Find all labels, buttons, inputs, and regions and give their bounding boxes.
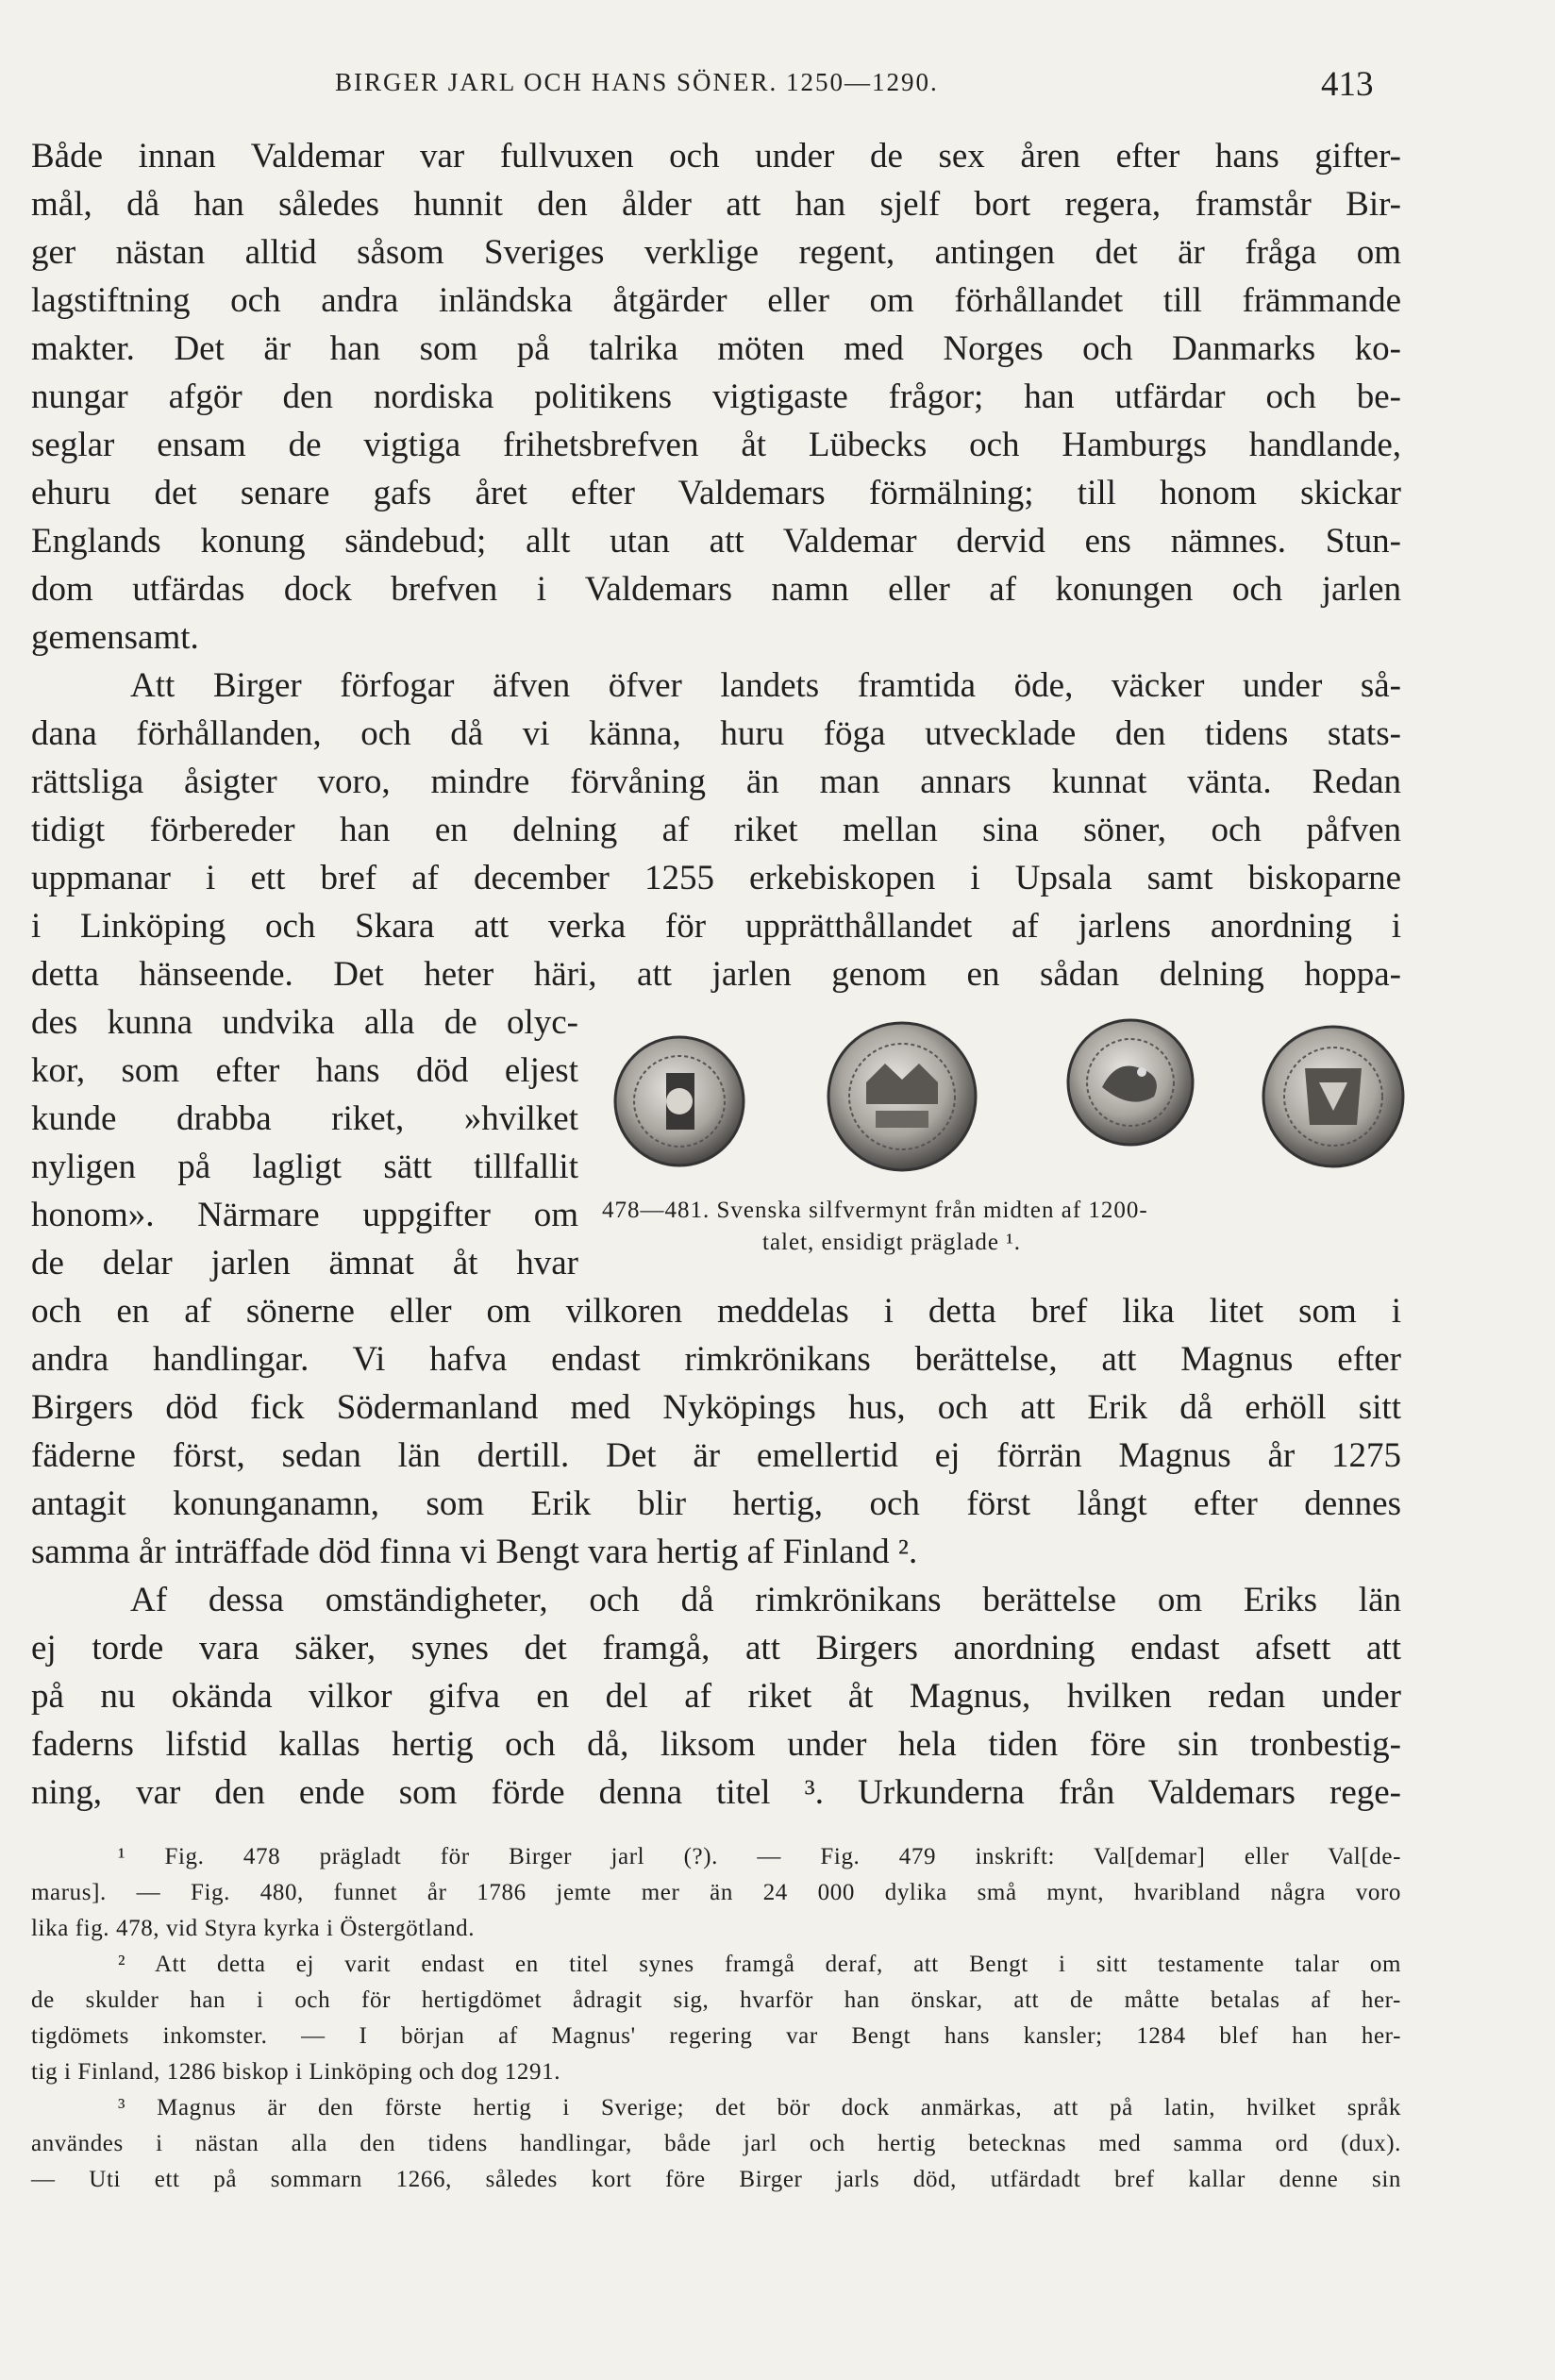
text-line: samma år inträffade död finna vi Bengt vara hertig af Finland ².: [31, 1533, 918, 1571]
footnote-line: marus]. — Fig. 480, funnet år 1786 jemte mer än 24 000 dylika små mynt, hvaribland några voro: [31, 1880, 1401, 1905]
text-line: nungar afgör den nordiska politikens vigtigaste frågor; han utfärdar och be-: [31, 377, 1401, 416]
footnote-line: tigdömets inkomster. — I början af Magnus' regering var Bengt hans kansler; 1284 blef han her-: [31, 2023, 1401, 2049]
coin-479-image: [828, 1023, 976, 1170]
text-line: de delar jarlen ämnat åt hvar: [31, 1244, 578, 1282]
text-line: ej torde vara säker, synes det framgå, att Birgers anordning endast afsett att: [31, 1629, 1401, 1668]
coin-480-image: [1068, 1020, 1193, 1145]
body-text: [31, 132, 1401, 1817]
text-line: lagstiftning och andra inländska åtgärder eller om förhållandet till främmande: [31, 281, 1401, 320]
footnote-line: användes i nästan alla den tidens handlingar, både jarl och hertig betecknas med samma ord (dux).: [31, 2131, 1401, 2156]
text-line: kunde drabba riket, »hvilket: [31, 1099, 578, 1138]
text-line: andra handlingar. Vi hafva endast rimkrönikans berättelse, att Magnus efter: [31, 1340, 1401, 1379]
text-line: detta hänseende. Det heter häri, att jarlen genom en sådan delning hoppa-: [31, 955, 1401, 994]
text-line: Birgers död fick Södermanland med Nyköpings hus, och att Erik då erhöll sitt: [31, 1388, 1401, 1427]
text-line: uppmanar i ett bref af december 1255 erkebiskopen i Upsala samt biskoparne: [31, 859, 1401, 897]
text-line: ger nästan alltid såsom Sveriges verklige regent, antingen det är fråga om: [31, 233, 1401, 272]
text-line: rättsliga åsigter voro, mindre förvåning än man annars kunnat vänta. Redan: [31, 763, 1401, 801]
text-line: dana förhållanden, och då vi känna, huru föga utvecklade den tidens stats-: [31, 714, 1401, 753]
footnote-line: de skulder han i och för hertigdömet ådragit sig, hvarför han önskar, att de måtte betalas af her-: [31, 1987, 1401, 2013]
text-line: makter. Det är han som på talrika möten med Norges och Danmarks ko-: [31, 329, 1401, 368]
text-line: Både innan Valdemar var fullvuxen och under de sex åren efter hans gifter-: [31, 137, 1401, 176]
text-line: och en af sönerne eller om vilkoren meddelas i detta bref lika litet som i: [31, 1292, 1401, 1331]
footnote-line: lika fig. 478, vid Styra kyrka i Östergötland.: [31, 1916, 476, 1941]
running-title: BIRGER JARL OCH HANS SÖNER. 1250—1290.: [335, 68, 939, 96]
coin-478-image: [615, 1037, 744, 1165]
coin-481-image: [1263, 1027, 1403, 1166]
figure-caption: [602, 1195, 1413, 1259]
caption-line: 478—481. Svenska silfvermynt från midten af 1200-: [602, 1198, 1148, 1223]
text-line: gemensamt.: [31, 618, 199, 657]
footnote-line: ² Att detta ej varit endast en titel synes framgå deraf, att Bengt i sitt testamente talar om: [118, 1952, 1401, 1977]
text-line: Af dessa omständigheter, och då rimkrönikans berättelse om Eriks län: [130, 1581, 1401, 1619]
text-line: Att Birger förfogar äfven öfver landets framtida öde, väcker under så-: [130, 666, 1401, 705]
footnote-line: ¹ Fig. 478 prägladt för Birger jarl (?). — Fig. 479 inskrift: Val[demar] eller Val[de-: [118, 1844, 1401, 1869]
text-line: kor, som efter hans död eljest: [31, 1051, 578, 1090]
text-line: Englands konung sändebud; allt utan att Valdemar dervid ens nämnes. Stun-: [31, 522, 1401, 561]
text-line: tidigt förbereder han en delning af riket mellan sina söner, och påfven: [31, 811, 1401, 849]
footnote-line: ³ Magnus är den förste hertig i Sverige; det bör dock anmärkas, att på latin, hvilket språk: [118, 2095, 1401, 2120]
text-line: seglar ensam de vigtiga frihetsbrefven åt Lübecks och Hamburgs handlande,: [31, 426, 1401, 464]
text-line: i Linköping och Skara att verka för upprätthållandet af jarlens anordning i: [31, 907, 1401, 946]
text-line: dom utfärdas dock brefven i Valdemars namn eller af konungen och jarlen: [31, 570, 1401, 609]
text-line: på nu okända vilkor gifva en del af riket åt Magnus, hvilken redan under: [31, 1677, 1401, 1716]
text-line: ning, var den ende som förde denna titel ³. Urkunderna från Valdemars rege-: [31, 1773, 1401, 1812]
footnotes: [31, 1839, 1401, 2198]
page-header: [0, 64, 1555, 111]
text-line: nyligen på lagligt sätt tillfallit: [31, 1148, 578, 1186]
text-line: ehuru det senare gafs året efter Valdemars förmälning; till honom skickar: [31, 474, 1401, 512]
footnote-line: — Uti ett på sommarn 1266, således kort före Birger jarls död, utfärdadt bref kallar denne sin: [31, 2167, 1401, 2192]
text-line: honom». Närmare uppgifter om: [31, 1196, 578, 1234]
coin-images: [602, 993, 1413, 1200]
text-line: fäderne först, sedan län dertill. Det är emellertid ej förrän Magnus år 1275: [31, 1436, 1401, 1475]
text-line: faderns lifstid kallas hertig och då, liksom under hela tiden före sin tronbestig-: [31, 1725, 1401, 1764]
text-line: des kunna undvika alla de olyc-: [31, 1003, 578, 1042]
text-line: mål, då han således hunnit den ålder att han sjelf bort regera, framstår Bir-: [31, 185, 1401, 224]
text-line: antagit konunganamn, som Erik blir hertig, och först långt efter dennes: [31, 1484, 1401, 1523]
footnote-line: tig i Finland, 1286 biskop i Linköping och dog 1291.: [31, 2059, 561, 2085]
coin-figure: [602, 993, 1413, 1262]
page-number: 413: [1321, 65, 1374, 104]
caption-line: talet, ensidigt präglade ¹.: [762, 1230, 1021, 1255]
